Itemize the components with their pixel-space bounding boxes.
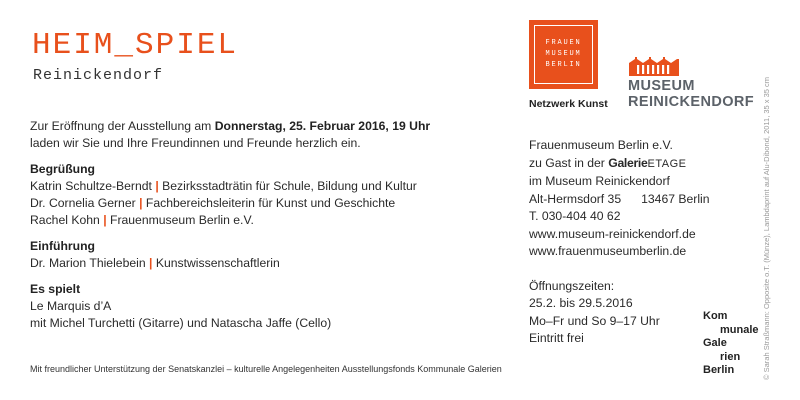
galerie-word: Galerie [608,155,648,170]
page-subtitle: Reinickendorf [33,67,164,84]
performer-line: Le Marquis d’A [30,299,112,313]
kg-logo-line: Berlin [703,364,735,376]
speaker-row [30,195,500,212]
separator: | [139,196,143,210]
invitation-line-1 [30,118,500,135]
speaker-row [30,212,500,229]
separator: | [155,179,159,193]
venue-phone: T. 030-404 40 62 [529,209,621,223]
speaker-name: Katrin Schultze-Berndt [30,179,152,193]
museum-logo-line-2: REINICKENDORF [628,94,755,110]
museum-reinickendorf-logo [628,78,754,110]
speaker-role: Fachbereichsleiterin für Kunst und Geschichte [145,196,396,210]
opening-date: Donnerstag, 25. Februar 2016, 19 Uhr [214,119,431,133]
kg-logo-line: rien [720,350,741,363]
section-heading-begruessung: Begrüßung [30,162,95,176]
speaker-role: Kunstwissenschaftlerin [155,256,280,270]
etage-word: ETAGE [647,157,687,170]
kg-logo-line: Gale [703,337,727,349]
admission: Eintritt frei [529,331,584,345]
venue-city: 13467 Berlin [641,191,710,206]
separator: | [103,213,107,227]
performer-details: mit Michel Turchetti (Gitarre) und Natascha Jaffe (Cello) [30,316,332,330]
separator: | [149,256,153,270]
kg-logo-line: Kom [703,310,728,322]
section-heading-einfuehrung: Einführung [30,239,95,253]
galerie-etage-logo [608,156,686,170]
section-heading-es-spielt: Es spielt [30,282,81,296]
netzwerk-kunst-label: Netzwerk Kunst [529,98,608,110]
venue-museum: im Museum Reinickendorf [529,174,670,188]
kommunale-galerien-logo [703,310,759,378]
frauenmuseum-logo [529,20,598,89]
hours-times: Mo–Fr und So 9–17 Uhr [529,313,660,328]
invitation-intro: Zur Eröffnung der Ausstellung am [30,119,215,133]
guest-prefix: zu Gast in der [529,155,609,170]
speaker-role: Bezirksstadträtin für Schule, Bildung und Kultur [162,179,417,193]
museum-logo-line-1: MUSEUM [628,78,695,94]
speaker-name: Rachel Kohn [30,213,100,227]
logo-text-line: MUSEUM [545,50,582,58]
image-credit: © Sarah Straßmann: Opposite o.T. (Münze), Lambdaprint auf Alu-Dibond, 2011, 35 x 35 cm [762,76,771,380]
sponsor-footer: Mit freundlicher Unterstützung der Senatskanzlei – kulturelle Angelegenheiten Ausstellungsfonds Kommunale Galerien [30,364,502,374]
museum-building-icon [628,56,680,77]
invitation-text [30,118,500,332]
speaker-row [30,178,500,195]
venue-web-1[interactable]: www.museum-reinickendorf.de [529,226,696,241]
speaker-row [30,255,500,272]
hours-heading: Öffnungszeiten: [529,278,615,293]
logo-text-line: BERLIN [545,61,582,69]
speaker-name: Dr. Marion Thielebein [30,256,146,270]
speaker-name: Dr. Cornelia Gerner [30,196,136,210]
speaker-role: Frauenmuseum Berlin e.V. [110,213,254,227]
venue-guest-line [529,155,739,174]
invitation-line-2: laden wir Sie und Ihre Freundinnen und Freunde herzlich ein. [30,136,361,150]
venue-web-2[interactable]: www.frauenmuseumberlin.de [529,244,687,258]
venue-org: Frauenmuseum Berlin e.V. [529,138,673,152]
logo-text-line: FRAUEN [545,39,582,47]
venue-street: Alt-Hermsdorf 35 [529,191,622,206]
venue-address [529,191,739,209]
page-title: HEIM_SPIEL [32,28,239,63]
hours-dates: 25.2. bis 29.5.2016 [529,296,633,310]
kg-logo-line: munale [720,323,759,336]
